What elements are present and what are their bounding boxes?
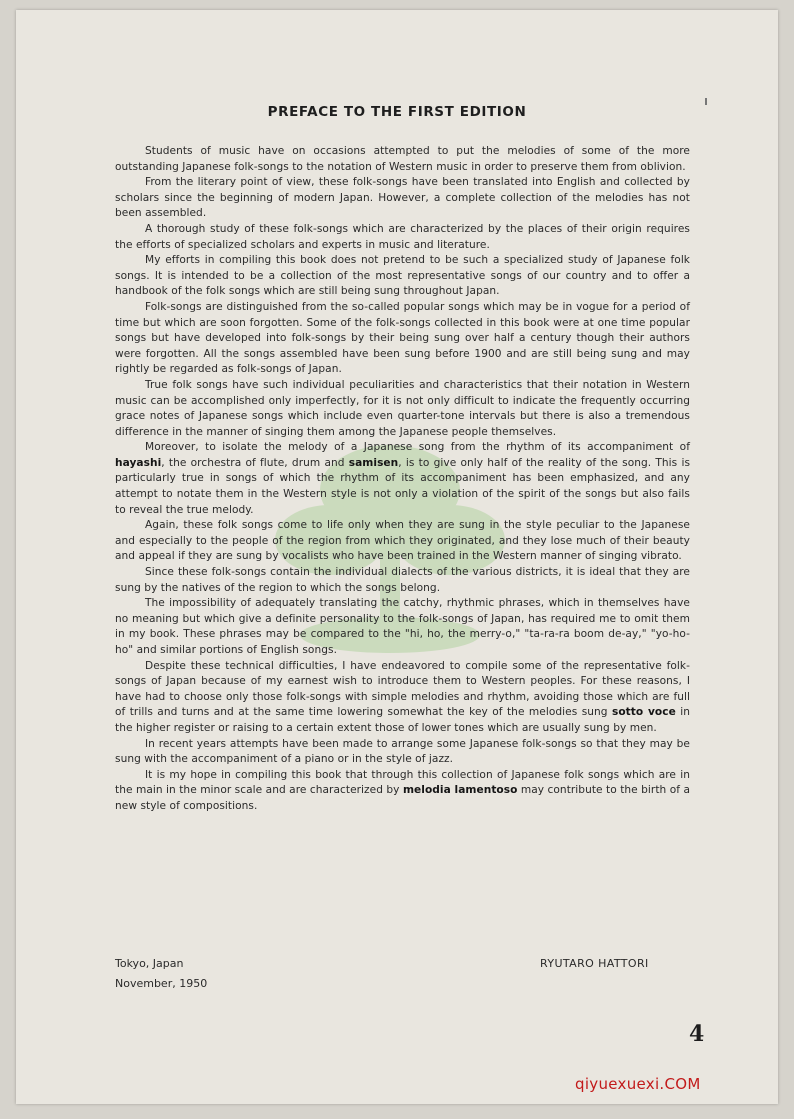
text-run: My efforts in compiling this book does not pretend to be such a specialized study of Japanese folk songs. It is intended to be a collection of the most representative songs of our country and to offer a handbook of the folk songs which are still being sung throughout Japan.: [115, 254, 690, 298]
paragraph: [115, 518, 690, 565]
emphasized-term: melodia lamentoso: [402, 784, 518, 797]
paragraph: [115, 222, 690, 253]
text-run: It is my hope in compiling this book that through this collection of Japanese folk songs which are in the main in the minor scale and are characterized by: [115, 768, 690, 797]
paragraph: [115, 565, 690, 596]
page-number: 4: [689, 1021, 705, 1047]
text-run: Since these folk-songs contain the individual dialects of the various districts, it is ideal that they are sung by the natives of the region to which the songs belong.: [115, 566, 690, 594]
paragraph: [115, 253, 690, 300]
text-run: From the literary point of view, these folk-songs have been translated into English and collected by scholars since the beginning of modern Japan. However, a complete collection of the melodies has not been assembled.: [115, 176, 690, 220]
paragraph: [115, 175, 690, 222]
paragraph: [115, 144, 690, 175]
preface-body: [115, 144, 690, 815]
paragraph: [115, 768, 690, 815]
text-run: , is to give only half of the reality of the song. This is particularly true in songs of which the rhythm of its accompaniment has been emphasized, and any attempt to notate them in the Western style is not only a violation of the spirit of the songs but also fails to reveal the true melody.: [115, 456, 691, 516]
text-run: in the higher register or raising to a certain extent those of lower tones which are usually sung by men.: [115, 706, 691, 734]
signature-date: November, 1950: [115, 977, 208, 990]
text-run: A thorough study of these folk-songs which are characterized by the places of their origin requires the efforts of specialized scholars and experts in music and literature.: [115, 222, 690, 251]
signature-place: Tokyo, Japan: [115, 957, 184, 970]
page-title: PREFACE TO THE FIRST EDITION: [267, 104, 527, 120]
text-run: may contribute to the birth of a new style of compositions.: [115, 784, 690, 812]
paragraph: [115, 378, 690, 440]
text-run: Despite these technical difficulties, I have endeavored to compile some of the representative folk-songs of Japan because of my earnest wish to introduce them to Western peoples. For these reasons, I have had to choose only those folk-songs with simple melodies and rhythm, avoiding those which are full of trills and turns and at the same time lowering somewhat the key of the melodies sung: [115, 659, 690, 719]
paragraph: [115, 596, 690, 658]
paragraph: [115, 300, 690, 378]
text-run: Again, these folk songs come to life only when they are sung in the style peculiar to the Japanese and especially to the people of the region from which they originated, and they lose much of their beauty and appeal if they are sung by vocalists who have been trained in the Western manner of singing vibrato.: [115, 519, 690, 563]
emphasized-term: sotto voce: [612, 706, 676, 719]
text-run: The impossibility of adequately translating the catchy, rhythmic phrases, which in themselves have no meaning but which give a definite personality to the folk-songs of Japan, has required me to omit them in my book. These phrases may be compared to the "hi, ho, the merry-o," "ta-ra-ra boom de-ay," "yo-ho-ho" and similar portions of English songs.: [115, 597, 690, 656]
text-run: True folk songs have such individual peculiarities and characteristics that their notation in Western music can be accomplished only imperfectly, for it is not only difficult to indicate the frequently occurring grace notes of Japanese songs which include even quarter-tone intervals but there is also a tremendous difference in the manner of singing them among the Japanese people themselves.: [115, 378, 690, 438]
text-run: Students of music have on occasions attempted to put the melodies of some of the more outstanding Japanese folk-songs to the notation of Western music in order to preserve them from oblivion.: [115, 145, 690, 173]
paragraph: [115, 737, 690, 768]
watermark-text: qiyuexuexi.COM: [575, 1075, 701, 1093]
text-run: Folk-songs are distinguished from the so-called popular songs which may be in vogue for a period of time but which are soon forgotten. Some of the folk-songs collected in this book were at one time popular songs but have developed into folk-songs by their being sung over half a century though their authors were forgotten. All the songs assembled have been sung before 1900 and are still being sung and may rightly be regarded as folk-songs of Japan.: [115, 300, 690, 376]
emphasized-term: hayashi: [115, 456, 162, 469]
signature-author: RYUTARO HATTORI: [540, 957, 649, 970]
paragraph: [115, 440, 690, 518]
text-run: , the orchestra of flute, drum and: [161, 456, 349, 469]
emphasized-term: samisen: [348, 456, 399, 469]
text-run: In recent years attempts have been made to arrange some Japanese folk-songs so that they may be sung with the accompaniment of a piano or in the style of jazz.: [115, 737, 690, 766]
text-run: Moreover, to isolate the melody of a Japanese song from the rhythm of its accompaniment of: [145, 441, 690, 454]
paragraph: [115, 659, 690, 737]
